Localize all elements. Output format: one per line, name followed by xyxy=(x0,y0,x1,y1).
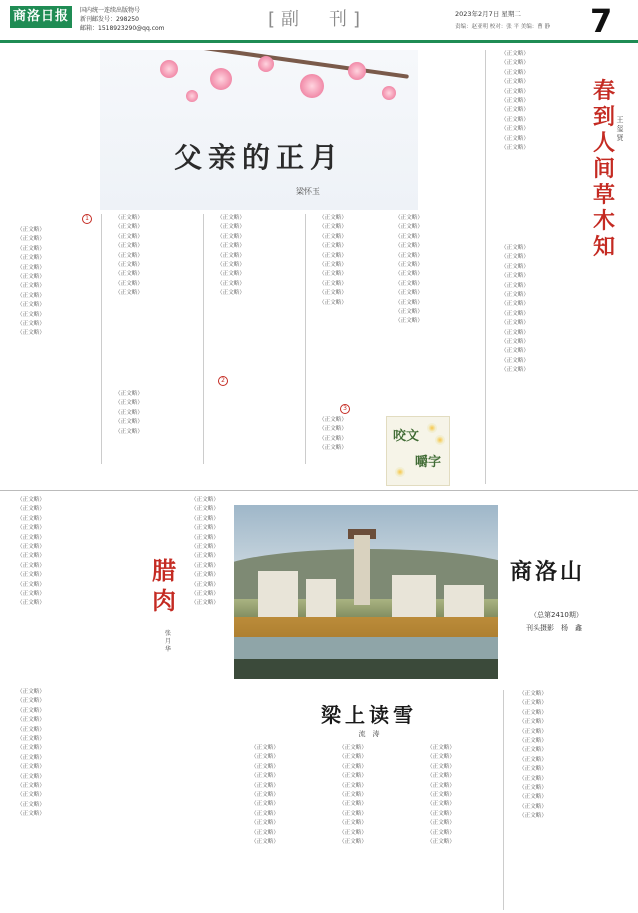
body-paragraph: （正文略） xyxy=(395,271,423,278)
body-paragraph: （正文略） xyxy=(251,754,279,761)
body-paragraph: （正文略） xyxy=(395,280,423,287)
photo-feature-title: 商洛山 xyxy=(510,559,586,585)
body-paragraph: （正文略） xyxy=(17,736,45,743)
body-paragraph: （正文略） xyxy=(251,829,279,836)
lead-article-column xyxy=(6,226,98,466)
body-paragraph: （正文略） xyxy=(501,98,529,105)
plum-blossom-icon xyxy=(382,86,396,100)
body-paragraph: （正文略） xyxy=(501,282,529,289)
body-paragraph: （正文略） xyxy=(319,445,347,452)
photo-building xyxy=(306,579,336,617)
bottom-article-column xyxy=(328,744,412,910)
body-paragraph: （正文略） xyxy=(217,243,245,250)
body-paragraph: （正文略） xyxy=(339,801,367,808)
body-paragraph: （正文略） xyxy=(115,400,143,407)
registration-info xyxy=(80,6,165,33)
body-paragraph: （正文略） xyxy=(217,271,245,278)
body-paragraph: （正文略） xyxy=(17,764,45,771)
registration-line-2: 新刊邮发号：298250 xyxy=(80,16,139,23)
newspaper-logo: 商洛日报 xyxy=(10,6,72,28)
registration-line-1: 国内统一连续出版物号 xyxy=(80,7,141,14)
body-paragraph: （正文略） xyxy=(339,820,367,827)
body-paragraph: （正文略） xyxy=(501,357,529,364)
body-paragraph: （正文略） xyxy=(17,689,45,695)
body-paragraph: （正文略） xyxy=(191,591,219,598)
body-paragraph: （正文略） xyxy=(319,426,347,433)
body-paragraph: （正文略） xyxy=(191,562,219,569)
section2-article-title xyxy=(152,556,176,616)
photo-building xyxy=(392,575,436,617)
body-paragraph: （正文略） xyxy=(17,801,45,808)
body-paragraph: （正文略） xyxy=(501,273,529,280)
body-paragraph: （正文略） xyxy=(319,417,347,423)
body-paragraph: （正文略） xyxy=(427,820,455,827)
section2-article-author: 张月华 xyxy=(164,630,171,653)
body-paragraph: （正文略） xyxy=(217,290,245,297)
body-paragraph: （正文略） xyxy=(17,773,45,780)
body-paragraph: （正文略） xyxy=(115,419,143,426)
body-paragraph: （正文略） xyxy=(17,717,45,724)
body-paragraph: （正文略） xyxy=(251,792,279,799)
body-paragraph: （正文略） xyxy=(427,763,455,770)
body-paragraph: （正文略） xyxy=(427,782,455,789)
body-paragraph: （正文略） xyxy=(17,745,45,752)
body-paragraph: （正文略） xyxy=(251,745,279,751)
plum-blossom-icon xyxy=(186,90,198,102)
body-paragraph: （正文略） xyxy=(319,280,347,287)
body-paragraph: （正文略） xyxy=(395,215,423,221)
body-paragraph: （正文略） xyxy=(519,709,547,716)
body-paragraph: （正文略） xyxy=(17,497,45,503)
plum-branch-illustration xyxy=(141,50,409,79)
badge-word-2: 嚼字 xyxy=(415,455,442,470)
body-paragraph: （正文略） xyxy=(501,329,529,336)
body-paragraph: （正文略） xyxy=(319,243,347,250)
body-paragraph: （正文略） xyxy=(17,534,45,541)
body-paragraph: （正文略） xyxy=(115,252,143,259)
lead-article-column xyxy=(384,214,482,414)
body-paragraph: （正文略） xyxy=(217,215,245,221)
body-paragraph: （正文略） xyxy=(17,227,45,233)
body-paragraph: （正文略） xyxy=(115,428,143,435)
body-paragraph: （正文略） xyxy=(501,60,529,67)
side-article-title-text: 春到人间草木知 xyxy=(592,78,615,260)
masthead-divider xyxy=(0,40,638,43)
body-paragraph: （正文略） xyxy=(217,224,245,231)
body-paragraph: （正文略） xyxy=(519,766,547,773)
body-paragraph: （正文略） xyxy=(339,792,367,799)
body-paragraph: （正文略） xyxy=(501,79,529,86)
body-paragraph: （正文略） xyxy=(319,271,347,278)
body-paragraph: （正文略） xyxy=(17,600,45,607)
bottom-article-title: 梁上读雪 xyxy=(321,703,417,727)
body-paragraph: （正文略） xyxy=(519,803,547,810)
side-article-column xyxy=(508,690,634,910)
body-paragraph: （正文略） xyxy=(427,829,455,836)
body-paragraph: （正文略） xyxy=(395,224,423,231)
page-number: 7 xyxy=(590,2,613,40)
body-paragraph: （正文略） xyxy=(519,794,547,801)
bottom-article-author: 流 涛 xyxy=(358,730,380,738)
body-paragraph: （正文略） xyxy=(115,280,143,287)
lead-article-title: 父亲的正月 xyxy=(173,141,344,174)
body-paragraph: （正文略） xyxy=(501,320,529,327)
body-paragraph: （正文略） xyxy=(17,562,45,569)
section-divider xyxy=(0,490,638,491)
body-paragraph: （正文略） xyxy=(501,310,529,317)
body-paragraph: （正文略） xyxy=(501,245,529,251)
body-paragraph: （正文略） xyxy=(115,271,143,278)
body-paragraph: （正文略） xyxy=(519,738,547,745)
body-paragraph: （正文略） xyxy=(319,262,347,269)
body-paragraph: （正文略） xyxy=(427,839,455,846)
bottom-article-column xyxy=(416,744,500,910)
body-paragraph: （正文略） xyxy=(17,544,45,551)
photo-feature-credit: 刊头摄影 杨 鑫 xyxy=(526,624,582,632)
body-paragraph: （正文略） xyxy=(251,782,279,789)
body-paragraph: （正文略） xyxy=(501,88,529,95)
body-paragraph: （正文略） xyxy=(395,290,423,297)
body-paragraph: （正文略） xyxy=(17,525,45,532)
daffodil-icon xyxy=(395,467,405,477)
body-paragraph: （正文略） xyxy=(501,263,529,270)
lead-article-column xyxy=(104,214,200,374)
photo-river xyxy=(234,637,498,659)
masthead xyxy=(0,0,638,44)
lead-article-author: 梁怀玉 xyxy=(296,187,320,196)
body-paragraph: （正文略） xyxy=(17,274,45,281)
cityscape-photo xyxy=(234,505,498,679)
body-paragraph: （正文略） xyxy=(501,107,529,114)
body-paragraph: （正文略） xyxy=(395,318,423,325)
body-paragraph: （正文略） xyxy=(217,233,245,240)
side-article-author: 王玺贤 xyxy=(616,116,624,142)
body-paragraph: （正文略） xyxy=(427,801,455,808)
registration-line-3: 邮箱：1518923290@qq.com xyxy=(80,25,165,32)
body-paragraph: （正文略） xyxy=(519,691,547,697)
column-divider xyxy=(503,690,504,910)
body-paragraph: （正文略） xyxy=(191,581,219,588)
body-paragraph: （正文略） xyxy=(395,233,423,240)
daffodil-icon xyxy=(427,423,437,433)
lead-article-column xyxy=(104,390,302,476)
section-number-1: 1 xyxy=(82,214,92,224)
bottom-article-column xyxy=(240,744,324,910)
body-paragraph: （正文略） xyxy=(501,145,529,152)
plum-blossom-icon xyxy=(348,62,366,80)
body-paragraph: （正文略） xyxy=(191,572,219,579)
body-paragraph: （正文略） xyxy=(519,775,547,782)
body-paragraph: （正文略） xyxy=(519,719,547,726)
body-paragraph: （正文略） xyxy=(115,224,143,231)
plum-blossom-icon xyxy=(160,60,178,78)
body-paragraph: （正文略） xyxy=(427,792,455,799)
body-paragraph: （正文略） xyxy=(115,262,143,269)
body-paragraph: （正文略） xyxy=(17,264,45,271)
body-paragraph: （正文略） xyxy=(115,243,143,250)
column-badge xyxy=(386,416,450,486)
body-paragraph: （正文略） xyxy=(17,553,45,560)
photo-riverbank xyxy=(234,659,498,679)
section-number-3: 3 xyxy=(340,404,350,414)
body-paragraph: （正文略） xyxy=(251,839,279,846)
body-paragraph: （正文略） xyxy=(501,254,529,261)
body-paragraph: （正文略） xyxy=(217,262,245,269)
body-paragraph: （正文略） xyxy=(339,829,367,836)
lead-article-column xyxy=(206,214,302,374)
body-paragraph: （正文略） xyxy=(115,233,143,240)
body-paragraph: （正文略） xyxy=(17,726,45,733)
body-paragraph: （正文略） xyxy=(319,435,347,442)
daffodil-icon xyxy=(435,435,445,445)
body-paragraph: （正文略） xyxy=(115,215,143,221)
body-paragraph: （正文略） xyxy=(17,321,45,328)
body-paragraph: （正文略） xyxy=(501,69,529,76)
body-paragraph: （正文略） xyxy=(17,302,45,309)
section2-article-column xyxy=(6,496,144,684)
body-paragraph: （正文略） xyxy=(339,773,367,780)
body-paragraph: （正文略） xyxy=(251,801,279,808)
body-paragraph: （正文略） xyxy=(319,215,347,221)
body-paragraph: （正文略） xyxy=(251,763,279,770)
body-paragraph: （正文略） xyxy=(17,245,45,252)
body-paragraph: （正文略） xyxy=(17,515,45,522)
plum-blossom-icon xyxy=(300,74,324,98)
section2-article-title-text: 腊肉 xyxy=(152,556,176,615)
body-paragraph: （正文略） xyxy=(339,763,367,770)
body-paragraph: （正文略） xyxy=(501,126,529,133)
body-paragraph: （正文略） xyxy=(17,581,45,588)
body-paragraph: （正文略） xyxy=(427,773,455,780)
body-paragraph: （正文略） xyxy=(115,391,143,397)
body-paragraph: （正文略） xyxy=(395,252,423,259)
body-paragraph: （正文略） xyxy=(339,754,367,761)
body-paragraph: （正文略） xyxy=(519,785,547,792)
body-paragraph: （正文略） xyxy=(519,700,547,707)
body-paragraph: （正文略） xyxy=(339,745,367,751)
body-paragraph: （正文略） xyxy=(427,745,455,751)
body-paragraph: （正文略） xyxy=(319,299,347,306)
body-paragraph: （正文略） xyxy=(17,572,45,579)
body-paragraph: （正文略） xyxy=(519,747,547,754)
body-paragraph: （正文略） xyxy=(17,792,45,799)
body-paragraph: （正文略） xyxy=(319,224,347,231)
body-paragraph: （正文略） xyxy=(395,309,423,316)
body-paragraph: （正文略） xyxy=(17,283,45,290)
body-paragraph: （正文略） xyxy=(17,591,45,598)
body-paragraph: （正文略） xyxy=(17,783,45,790)
body-paragraph: （正文略） xyxy=(319,252,347,259)
body-paragraph: （正文略） xyxy=(191,553,219,560)
column-divider xyxy=(305,214,306,464)
column-divider xyxy=(101,214,102,464)
body-paragraph: （正文略） xyxy=(501,348,529,355)
body-paragraph: （正文略） xyxy=(251,820,279,827)
side-article-column xyxy=(490,244,630,484)
body-paragraph: （正文略） xyxy=(191,497,219,503)
body-paragraph: （正文略） xyxy=(251,773,279,780)
body-paragraph: （正文略） xyxy=(191,515,219,522)
body-paragraph: （正文略） xyxy=(115,409,143,416)
body-paragraph: （正文略） xyxy=(17,236,45,243)
body-paragraph: （正文略） xyxy=(501,116,529,123)
body-paragraph: （正文略） xyxy=(17,292,45,299)
lead-article-column xyxy=(308,416,380,480)
body-paragraph: （正文略） xyxy=(191,534,219,541)
photo-tower xyxy=(354,535,370,605)
body-paragraph: （正文略） xyxy=(191,544,219,551)
editor-credits: 责编：赵亚明 校对：张 平 美编：曹 静 xyxy=(455,24,550,30)
body-paragraph: （正文略） xyxy=(395,299,423,306)
section2-article-column xyxy=(6,688,234,910)
body-paragraph: （正文略） xyxy=(217,252,245,259)
section-number-2: 2 xyxy=(218,376,228,386)
section2-article-column xyxy=(180,496,230,684)
body-paragraph: （正文略） xyxy=(501,135,529,142)
lead-article-banner xyxy=(100,50,418,210)
body-paragraph: （正文略） xyxy=(115,290,143,297)
lead-article-column xyxy=(308,214,380,404)
body-paragraph: （正文略） xyxy=(17,255,45,262)
photo-building xyxy=(258,571,298,617)
body-paragraph: （正文略） xyxy=(251,810,279,817)
body-paragraph: （正文略） xyxy=(501,367,529,374)
body-paragraph: （正文略） xyxy=(501,301,529,308)
body-paragraph: （正文略） xyxy=(17,506,45,513)
body-paragraph: （正文略） xyxy=(191,506,219,513)
badge-word-1: 咬文 xyxy=(393,429,420,444)
body-paragraph: （正文略） xyxy=(319,290,347,297)
body-paragraph: （正文略） xyxy=(427,754,455,761)
body-paragraph: （正文略） xyxy=(17,811,45,818)
body-paragraph: （正文略） xyxy=(191,525,219,532)
body-paragraph: （正文略） xyxy=(17,707,45,714)
column-divider xyxy=(485,50,486,484)
body-paragraph: （正文略） xyxy=(339,839,367,846)
body-paragraph: （正文略） xyxy=(519,756,547,763)
plum-blossom-icon xyxy=(258,56,274,72)
body-paragraph: （正文略） xyxy=(519,728,547,735)
side-article-column xyxy=(490,50,586,240)
body-paragraph: （正文略） xyxy=(501,339,529,346)
section-name: [副 刊] xyxy=(268,9,367,30)
body-paragraph: （正文略） xyxy=(17,330,45,337)
body-paragraph: （正文略） xyxy=(17,698,45,705)
body-paragraph: （正文略） xyxy=(339,810,367,817)
body-paragraph: （正文略） xyxy=(319,233,347,240)
body-paragraph: （正文略） xyxy=(217,280,245,287)
body-paragraph: （正文略） xyxy=(501,51,529,57)
body-paragraph: （正文略） xyxy=(395,243,423,250)
side-article-title xyxy=(592,78,616,260)
body-paragraph: （正文略） xyxy=(519,813,547,820)
body-paragraph: （正文略） xyxy=(339,782,367,789)
issue-date: 2023年2月7日 星期二 xyxy=(455,10,521,18)
body-paragraph: （正文略） xyxy=(17,311,45,318)
body-paragraph: （正文略） xyxy=(427,810,455,817)
plum-blossom-icon xyxy=(210,68,232,90)
body-paragraph: （正文略） xyxy=(501,292,529,299)
body-paragraph: （正文略） xyxy=(191,600,219,607)
photo-feature-issue: （总第2410期） xyxy=(530,611,583,619)
body-paragraph: （正文略） xyxy=(17,754,45,761)
body-paragraph: （正文略） xyxy=(395,262,423,269)
photo-building xyxy=(444,585,484,617)
